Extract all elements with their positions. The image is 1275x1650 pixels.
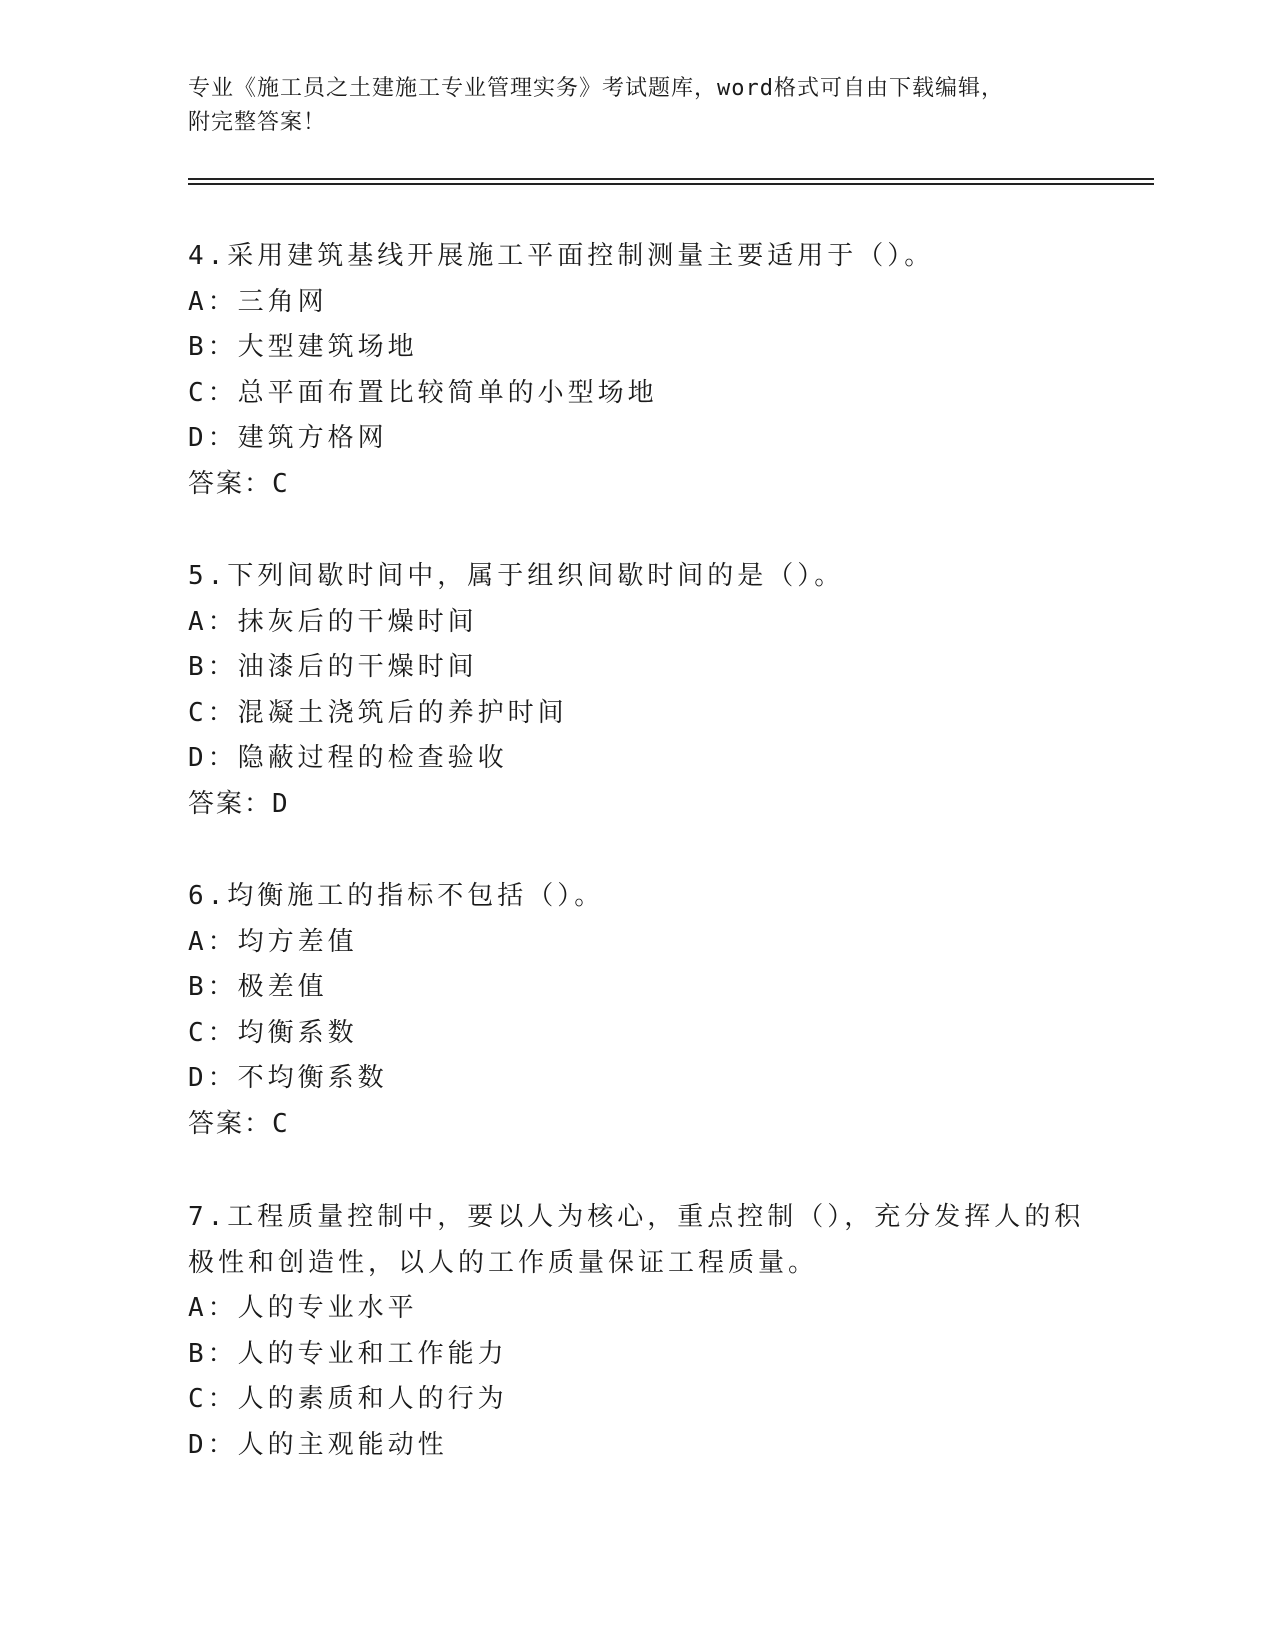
option-b: B：人的专业和工作能力 (188, 1338, 508, 1369)
option-b: B：大型建筑场地 (188, 332, 418, 362)
option-b: B：油漆后的干燥时间 (188, 652, 478, 682)
header-line-2: 附完整答案！ (188, 110, 327, 135)
option-a: A：均方差值 (188, 926, 358, 957)
option-d: D：隐蔽过程的检查验收 (188, 743, 508, 773)
option-d: D：建筑方格网 (188, 423, 388, 453)
document-header (188, 72, 1068, 140)
question-7 (188, 1195, 1088, 1468)
question-stem: 5.下列间歇时间中，属于组织间歇时间的是（）。 (188, 561, 845, 591)
option-d: D：不均衡系数 (188, 1063, 388, 1093)
answer-line: 答案：D (188, 788, 290, 819)
header-divider-top (188, 178, 1154, 180)
question-stem-line-2: 极性和创造性，以人的工作质量保证工程质量。 (188, 1247, 819, 1278)
option-a: A：抹灰后的干燥时间 (188, 606, 478, 637)
option-c: C：人的素质和人的行为 (188, 1384, 508, 1414)
option-a: A：三角网 (188, 286, 328, 317)
question-5 (188, 554, 1088, 827)
option-b: B：极差值 (188, 972, 328, 1002)
option-d: D：人的主观能动性 (188, 1429, 448, 1460)
option-a: A：人的专业水平 (188, 1293, 418, 1323)
question-stem: 4.采用建筑基线开展施工平面控制测量主要适用于（）。 (188, 241, 935, 271)
option-c: C：均衡系数 (188, 1017, 358, 1048)
header-line-1: 专业《施工员之土建施工专业管理实务》考试题库，word格式可自由下载编辑， (188, 76, 1004, 101)
question-stem-line-1: 7.工程质量控制中，要以人为核心，重点控制（），充分发挥人的积 (188, 1202, 1085, 1232)
option-c: C：混凝土浇筑后的养护时间 (188, 697, 568, 728)
answer-line: 答案：C (188, 1108, 290, 1139)
question-stem: 6.均衡施工的指标不包括（）。 (188, 881, 605, 911)
answer-line: 答案：C (188, 468, 290, 499)
question-6 (188, 874, 1088, 1147)
option-c: C：总平面布置比较简单的小型场地 (188, 377, 658, 408)
header-divider-bottom (188, 183, 1154, 185)
question-4 (188, 234, 1088, 507)
